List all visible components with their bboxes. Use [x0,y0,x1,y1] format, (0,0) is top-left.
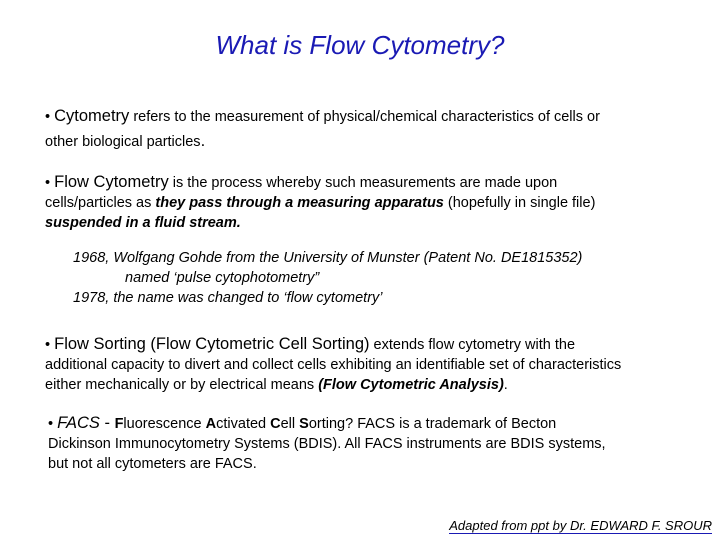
initial: S [299,416,309,432]
text: refers to the measurement of physical/chemical characteristics of cells or [129,109,600,125]
initial: A [205,416,217,432]
text: Dickinson Immunocytometry Systems (BDIS). All FACS instruments are BDIS systems, [48,436,606,452]
text: ell [280,416,300,432]
history-line: 1978, the name was changed to ‘flow cytometry’ [73,290,383,306]
text: luorescence [123,416,206,432]
bullet: • [45,109,51,125]
history-line: named ‘pulse cytophotometry” [125,270,320,286]
source-credit [449,518,712,533]
term-flow-cytometry: Flow Cytometry [54,173,169,191]
text: cells/particles as [45,195,156,211]
initial: F [114,416,124,432]
text: either mechanically or by electrical means [45,377,319,393]
emphasis: (Flow Cytometric Analysis) [318,377,504,393]
term-cytometry: Cytometry [54,107,130,125]
text: but not all cytometers are FACS. [48,456,257,472]
emphasis: suspended in a fluid stream. [45,215,241,231]
text: . [503,377,508,393]
credit-prefix: Adapted from ppt by Dr. [449,518,591,533]
text: . [200,132,206,150]
bullet: • [45,337,51,353]
paragraph-facs [48,413,606,474]
credit-author: EDWARD F. SROUR [590,518,712,533]
text: orting? FACS is a trademark of Becton [308,416,557,432]
text: - [99,414,115,432]
bullet: • [45,175,51,191]
text: (hopefully in single file) [443,195,596,211]
paragraph-flow-cytometry [45,172,595,233]
term-flow-sorting: Flow Sorting (Flow Cytometric Cell Sorting) [54,335,370,353]
history-line: 1968, Wolfgang Gohde from the University of Munster (Patent No. DE1815352) [73,250,583,266]
term-facs: FACS [57,414,100,432]
initial: C [270,416,281,432]
emphasis: they pass through a measuring apparatus [155,195,444,211]
text: is the process whereby such measurements are made upon [168,175,558,191]
paragraph-cytometry [45,106,600,152]
history-notes [73,248,582,308]
paragraph-flow-sorting [45,334,621,395]
text: extends flow cytometry with the [369,337,576,353]
text: other biological particles [45,134,201,150]
slide-title: What is Flow Cytometry? [215,30,505,60]
text: ctivated [216,416,271,432]
text: additional capacity to divert and collect cells exhibiting an identifiable set of characteristics [45,357,622,373]
bullet: • [48,416,54,432]
